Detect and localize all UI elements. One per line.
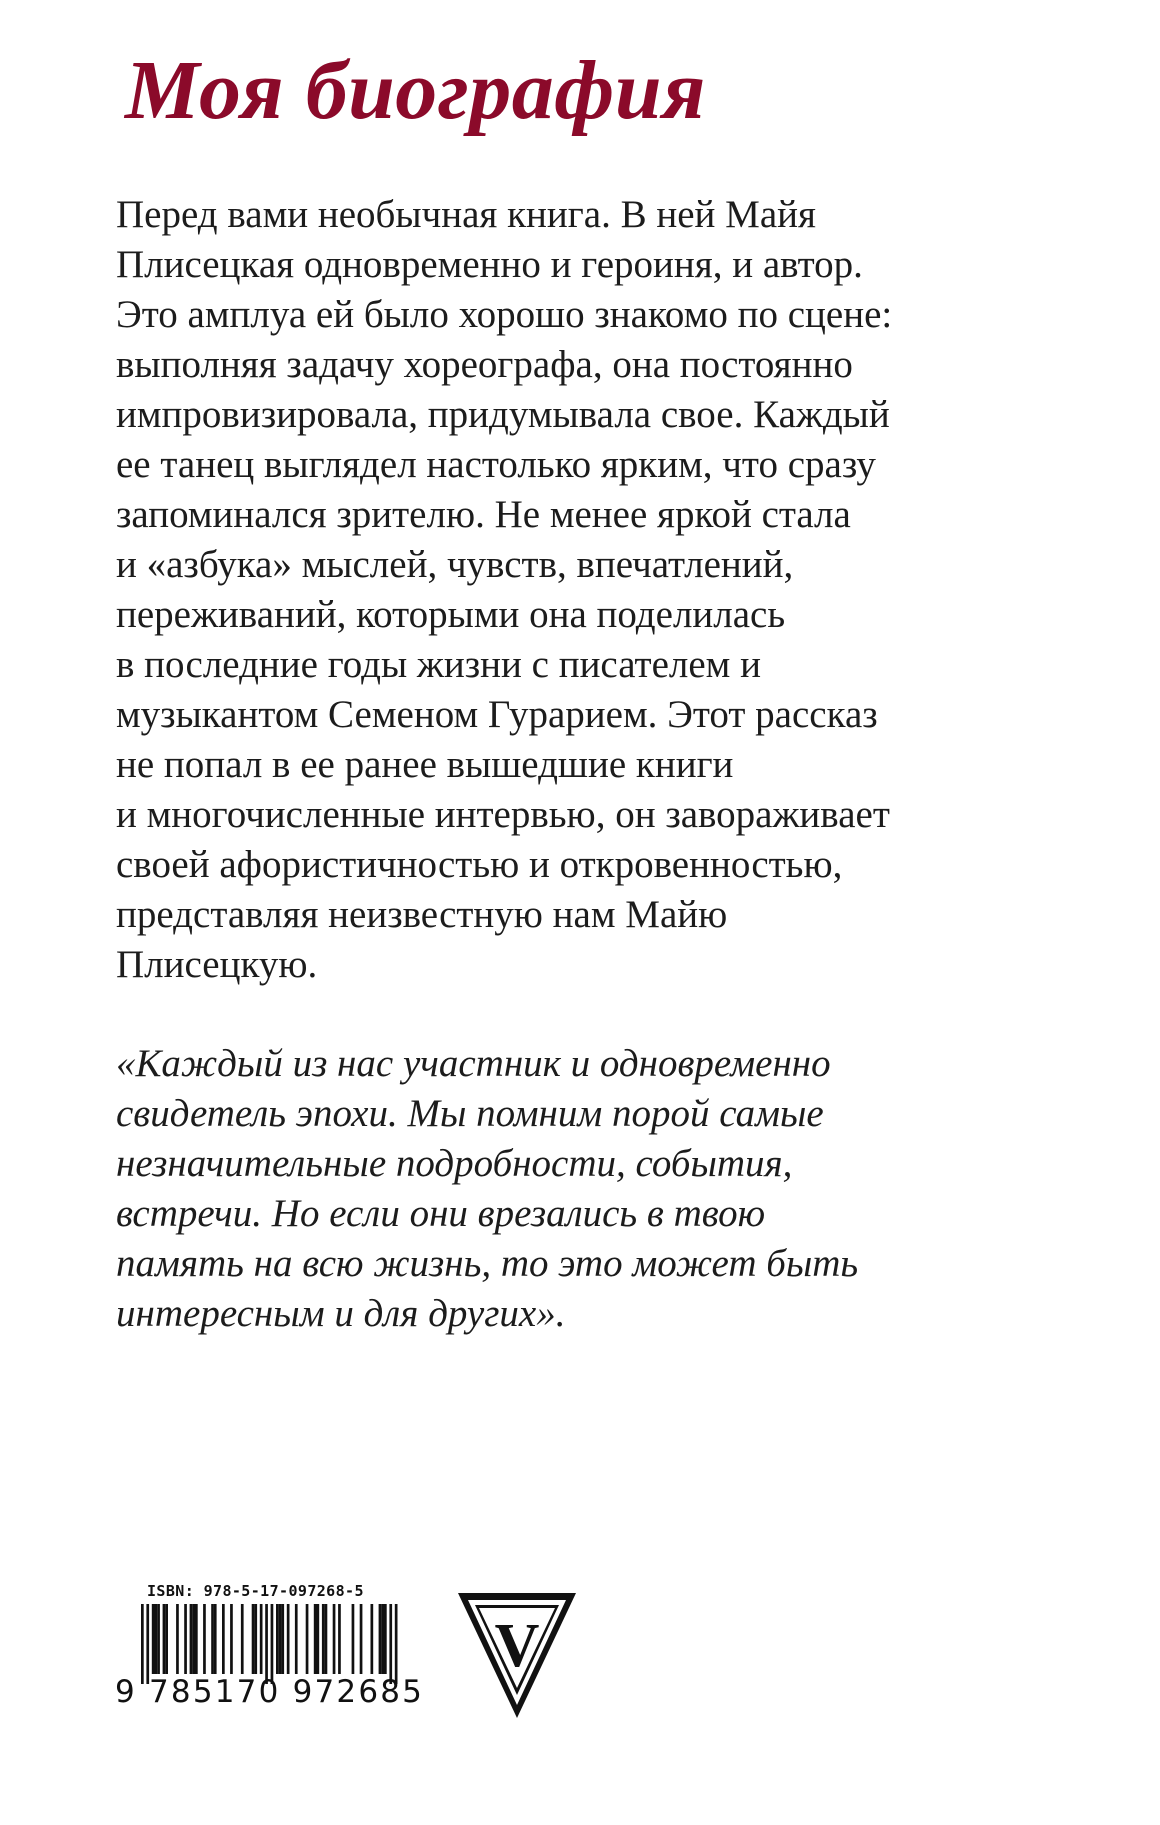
barcode-bar <box>252 1604 255 1674</box>
barcode-bar <box>176 1604 179 1674</box>
barcode-bar <box>157 1604 160 1674</box>
barcode-bar <box>203 1604 206 1674</box>
quote-line: встречи. Но если они врезались в твою <box>116 1192 766 1235</box>
barcode-bar <box>276 1604 279 1674</box>
barcode-bar <box>155 1604 158 1674</box>
barcode-bar <box>333 1604 336 1674</box>
barcode-bar <box>163 1604 166 1674</box>
barcode-bar <box>195 1604 198 1674</box>
barcode-bar <box>192 1604 195 1674</box>
barcode-bar <box>260 1604 263 1674</box>
barcode-bar <box>395 1604 398 1684</box>
quote-line: интересным и для других». <box>116 1292 566 1335</box>
barcode-bar <box>152 1604 155 1674</box>
barcode-bar <box>381 1604 384 1674</box>
description-line: переживаний, которыми она поделилась <box>116 593 786 636</box>
description-line: не попал в ее ранее вышедшие книги <box>116 743 734 786</box>
book-title: Моя биография <box>125 44 706 137</box>
barcode-bar <box>254 1604 257 1674</box>
description-line: музыкантом Семеном Гурарием. Этот рассказ <box>116 693 878 736</box>
barcode-bar <box>271 1604 274 1684</box>
quote-line: память на всю жизнь, то это может быть <box>116 1242 859 1285</box>
description-line: своей афористичностью и откровенностью, <box>116 843 843 886</box>
barcode-icon <box>115 1604 431 1684</box>
barcode-bar <box>352 1604 355 1674</box>
barcode-bar <box>222 1604 225 1674</box>
isbn-label: ISBN: 978-5-17-097268-5 <box>147 1582 364 1600</box>
barcode-bar <box>141 1604 144 1684</box>
author-quote <box>116 1039 996 1339</box>
description-line: запоминался зрителю. Не менее яркой стала <box>116 493 851 536</box>
barcode-bar <box>295 1604 298 1674</box>
description-line: Это амплуа ей было хорошо знакомо по сцене: <box>116 293 893 336</box>
barcode-bar <box>306 1604 309 1674</box>
quote-line: незначительные подробности, события, <box>116 1142 793 1185</box>
barcode-bar <box>279 1604 282 1674</box>
barcode-bar <box>146 1604 149 1684</box>
barcode-bar <box>317 1604 320 1674</box>
description-line: Плисецкая одновременно и героиня, и автор. <box>116 243 863 286</box>
description-line: ее танец выглядел настолько ярким, что сразу <box>116 443 876 486</box>
barcode-bar <box>360 1604 363 1674</box>
barcode-bar <box>287 1604 290 1674</box>
quote-line: свидетель эпохи. Мы помним порой самые <box>116 1092 824 1135</box>
barcode-bar <box>281 1604 284 1674</box>
description-line: Плисецкую. <box>116 943 318 986</box>
description-line: представляя неизвестную нам Майю <box>116 893 728 936</box>
barcode-bar <box>371 1604 374 1674</box>
barcode-bar <box>265 1604 268 1684</box>
barcode-bar <box>230 1604 233 1674</box>
publisher-logo <box>455 1590 579 1722</box>
description-line: и многочисленные интервью, он завораживает <box>116 793 890 836</box>
description-line: выполняя задачу хореографа, она постоянно <box>116 343 853 386</box>
description-line: импровизировала, придумывала свое. Каждый <box>116 393 890 436</box>
barcode-bar <box>389 1604 392 1684</box>
barcode-bar <box>211 1604 214 1674</box>
barcode-bar <box>165 1604 168 1674</box>
barcode-bar <box>322 1604 325 1674</box>
barcode-bar <box>184 1604 187 1674</box>
quote-line: «Каждый из нас участник и одновременно <box>116 1042 831 1085</box>
ean-digits: 9 785170 972685 <box>115 1674 425 1710</box>
barcode-bar <box>241 1604 244 1674</box>
barcode-bar <box>190 1604 193 1674</box>
description-line: и «азбука» мыслей, чувств, впечатлений, <box>116 543 794 586</box>
book-description <box>116 190 996 990</box>
barcode-bar <box>338 1604 341 1674</box>
barcode-bar <box>214 1604 217 1674</box>
barcode-bar <box>325 1604 328 1674</box>
description-line: Перед вами необычная книга. В ней Майя <box>116 193 816 236</box>
description-line: в последние годы жизни с писателем и <box>116 643 761 686</box>
barcode-bar <box>314 1604 317 1674</box>
barcode-bar <box>384 1604 387 1674</box>
barcode-bar <box>379 1604 382 1674</box>
isbn-barcode <box>115 1582 431 1722</box>
publisher-logo-letter: V <box>494 1612 540 1680</box>
